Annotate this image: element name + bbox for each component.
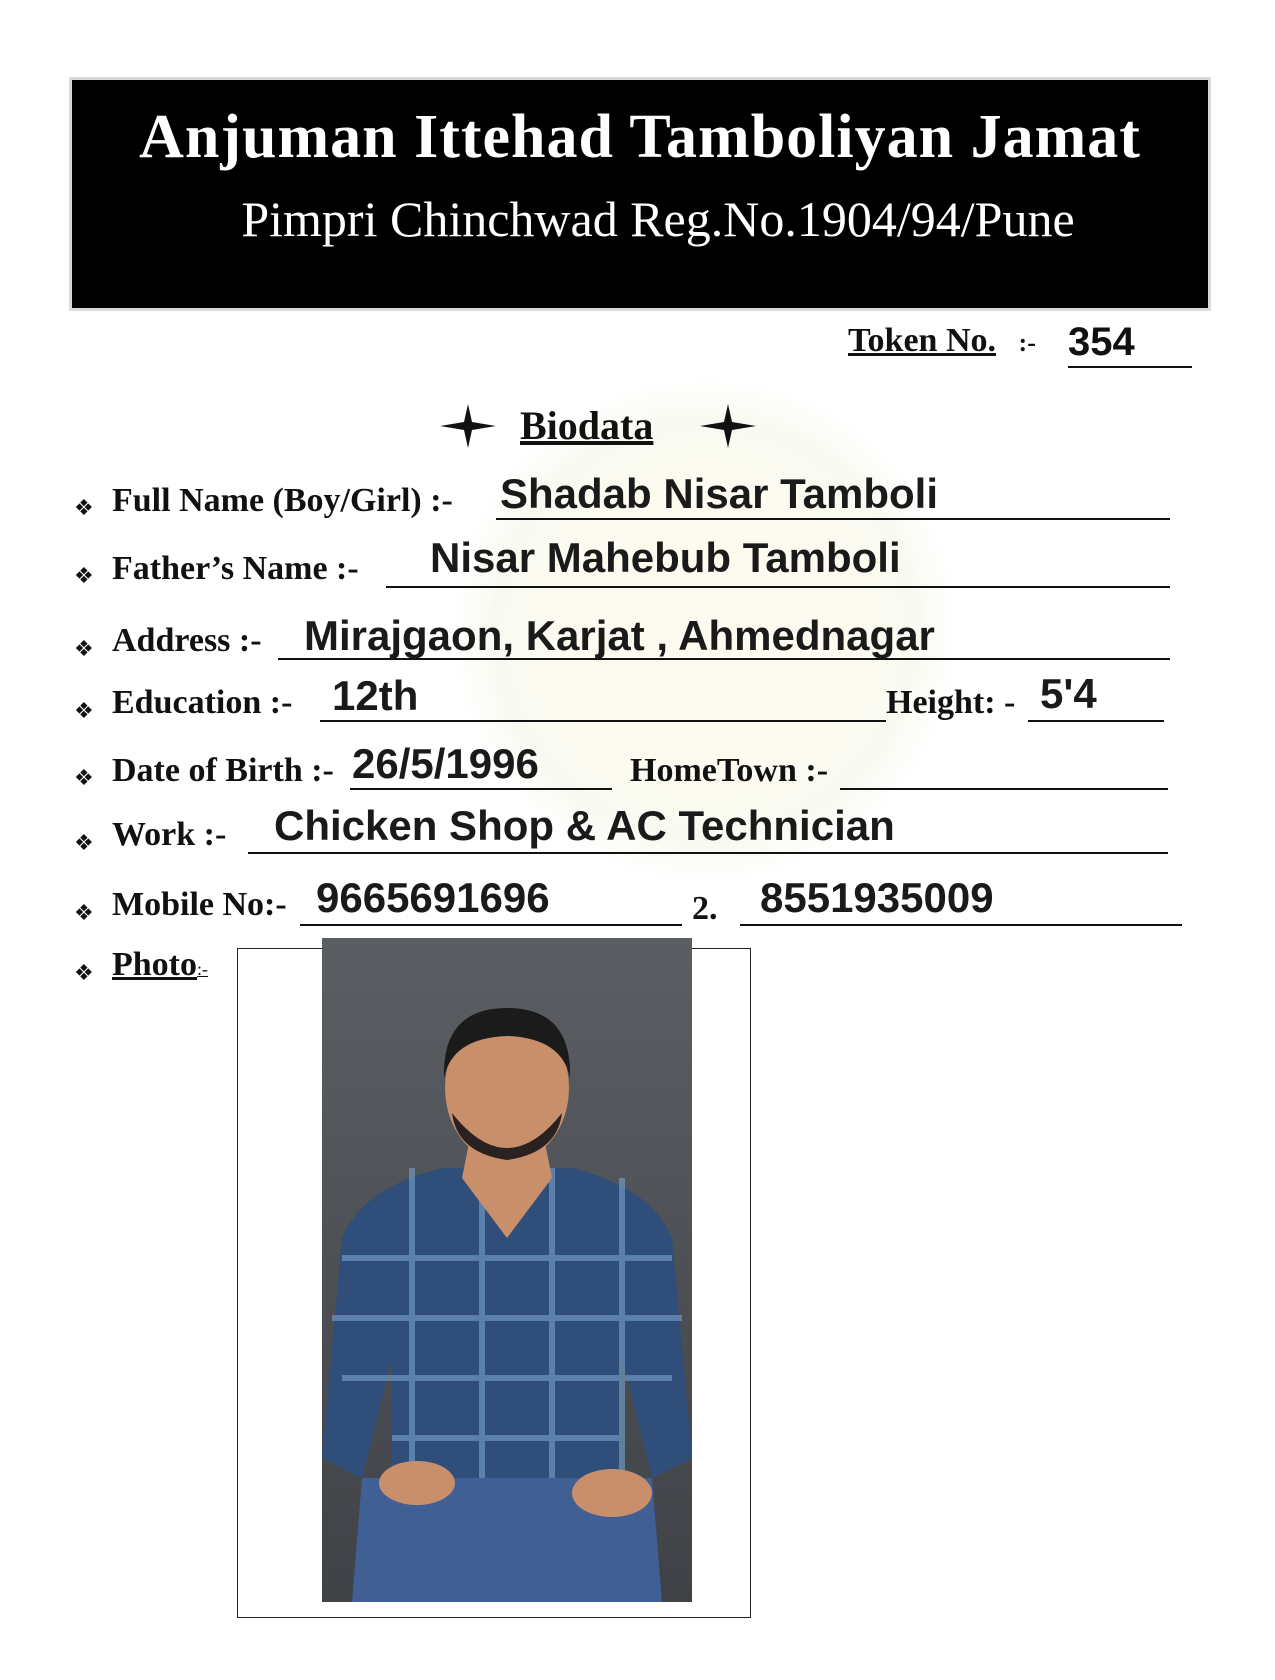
- registration-subtitle: Pimpri Chinchwad Reg.No.1904/94/Pune: [241, 191, 1075, 247]
- diamond-bullet-icon: ❖: [74, 830, 94, 855]
- hometown-label: HomeTown :-: [630, 752, 829, 789]
- education-value: 12th: [332, 672, 419, 719]
- four-point-star-icon: [700, 404, 756, 448]
- dob-label: Date of Birth :-: [112, 752, 334, 789]
- header-banner: [72, 80, 1208, 308]
- biodata-title: Biodata: [520, 403, 654, 448]
- height-line: [1028, 720, 1164, 722]
- work-label: Work :-: [112, 816, 227, 853]
- mobile-line: [300, 924, 682, 926]
- diamond-bullet-icon: ❖: [74, 960, 94, 985]
- father-name-value: Nisar Mahebub Tamboli: [430, 534, 901, 581]
- profile-photo: [322, 938, 692, 1602]
- second-mobile-line: [740, 924, 1182, 926]
- height-value: 5'4: [1040, 670, 1097, 717]
- height-label: Height: -: [886, 684, 1016, 721]
- token-separator: :-: [1018, 328, 1036, 357]
- dob-line: [350, 788, 612, 790]
- full-name-value: Shadab Nisar Tamboli: [500, 470, 938, 517]
- diamond-bullet-icon: ❖: [74, 765, 94, 790]
- address-label: Address :-: [112, 622, 262, 659]
- second-mobile-value: 8551935009: [760, 874, 994, 921]
- photo-label-text: Photo: [112, 946, 197, 983]
- full-name-label: Full Name (Boy/Girl) :-: [112, 482, 453, 519]
- token-label: [848, 322, 1036, 360]
- diamond-bullet-icon: ❖: [74, 495, 94, 520]
- full-name-line: [496, 518, 1170, 520]
- four-point-star-icon: [440, 404, 496, 448]
- work-line: [248, 852, 1168, 854]
- photo-label-suffix: :-: [197, 959, 208, 979]
- dob-value: 26/5/1996: [352, 740, 539, 787]
- photo-label: [112, 946, 208, 984]
- mobile-label: Mobile No:-: [112, 886, 287, 923]
- education-label: Education :-: [112, 684, 293, 721]
- father-name-label: Father’s Name :-: [112, 550, 359, 587]
- hometown-line: [840, 788, 1168, 790]
- work-value: Chicken Shop & AC Technician: [274, 802, 895, 849]
- father-name-line: [386, 586, 1170, 588]
- token-label-text: Token No.: [848, 322, 997, 359]
- person-silhouette-icon: [322, 938, 692, 1602]
- organization-title: Anjuman Ittehad Tamboliyan Jamat: [139, 103, 1141, 171]
- mobile-value: 9665691696: [316, 874, 550, 921]
- diamond-bullet-icon: ❖: [74, 636, 94, 661]
- diamond-bullet-icon: ❖: [74, 900, 94, 925]
- diamond-bullet-icon: ❖: [74, 698, 94, 723]
- address-value: Mirajgaon, Karjat , Ahmednagar: [304, 612, 935, 659]
- diamond-bullet-icon: ❖: [74, 563, 94, 588]
- token-number: 354: [1068, 320, 1135, 364]
- second-mobile-label: 2.: [692, 890, 718, 927]
- token-value: [1068, 320, 1192, 368]
- education-line: [320, 720, 886, 722]
